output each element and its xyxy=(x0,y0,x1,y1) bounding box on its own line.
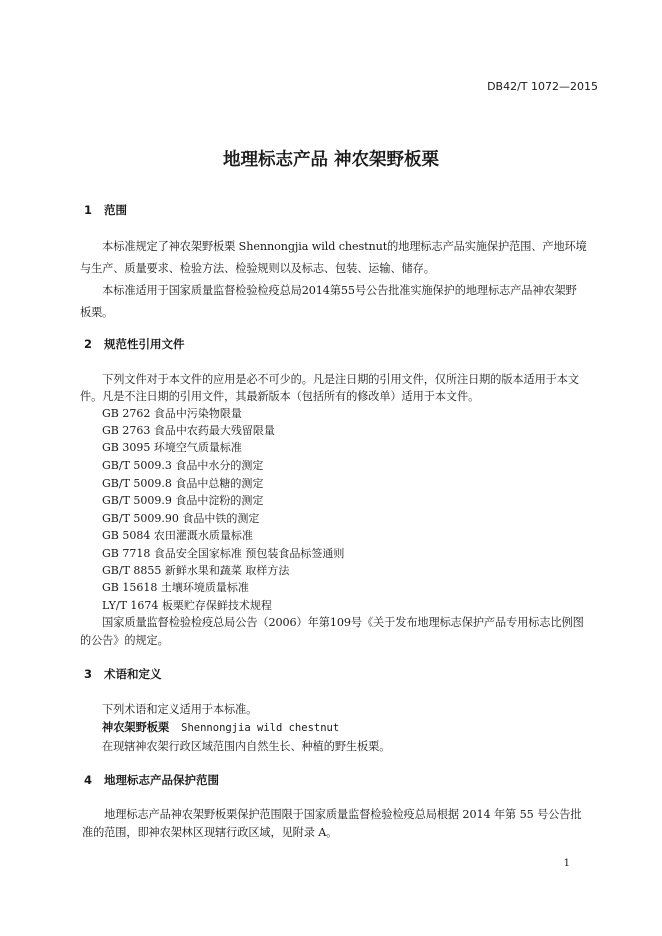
paragraph-line: 的公告》的规定。 xyxy=(80,634,169,647)
paragraph-line: 地理标志产品神农架野板栗保护范围限于国家质量监督检验检疫总局根据 2014 年第 55 号公告批 xyxy=(82,808,582,821)
term-entry xyxy=(102,719,339,735)
section-heading-1: 1 范围 xyxy=(84,203,127,217)
reference-item: GB 2763 食品中农药最大残留限量 xyxy=(102,424,275,437)
reference-item: GB/T 5009.9 食品中淀粉的测定 xyxy=(102,494,264,507)
reference-item: GB/T 8855 新鲜水果和蔬菜 取样方法 xyxy=(102,564,290,577)
paragraph-line: 板栗。 xyxy=(80,306,114,319)
document-code: DB42/T 1072—2015 xyxy=(487,80,598,93)
term-definition: 在现辖神农架行政区域范围内自然生长、种植的野生板栗。 xyxy=(102,740,391,753)
reference-item: GB 5084 农田灌溉水质量标准 xyxy=(102,529,253,542)
section-heading-3: 3 术语和定义 xyxy=(84,667,162,681)
reference-item: GB/T 5009.8 食品中总糖的测定 xyxy=(102,477,264,490)
reference-item: LY/T 1674 板栗贮存保鲜技术规程 xyxy=(102,599,272,612)
term-en: Shennongjia wild chestnut xyxy=(181,722,340,734)
paragraph-line: 下列术语和定义适用于本标准。 xyxy=(102,703,258,716)
term-cn: 神农架野板栗 xyxy=(102,721,170,734)
reference-item: GB 7718 食品安全国家标准 预包装食品标签通则 xyxy=(102,547,345,560)
reference-item: GB 15618 土壤环境质量标准 xyxy=(102,581,249,594)
section-heading-2: 2 规范性引用文件 xyxy=(84,337,185,351)
page-number: 1 xyxy=(563,858,570,869)
reference-item: GB 2762 食品中污染物限量 xyxy=(102,407,242,420)
paragraph-line: 本标准规定了神农架野板栗 Shennongjia wild chestnut的地理标志产品实施保护范围、产地环境 xyxy=(80,240,587,253)
reference-item: GB/T 5009.90 食品中铁的测定 xyxy=(102,512,260,525)
paragraph-line: 下列文件对于本文件的应用是必不可少的。凡是注日期的引用文件，仅所注日期的版本适用于本文 xyxy=(80,373,579,386)
reference-item: GB/T 5009.3 食品中水分的测定 xyxy=(102,459,264,472)
paragraph-line: 国家质量监督检验检疫总局公告（2006）年第109号《关于发布地理标志保护产品专用标志比例图 xyxy=(80,616,584,629)
paragraph-line: 准的范围，即神农架林区现辖行政区域，见附录 A。 xyxy=(82,826,338,839)
document-title: 地理标志产品 神农架野板栗 xyxy=(222,150,440,170)
paragraph-line: 与生产、质量要求、检验方法、检验规则以及标志、包装、运输、储存。 xyxy=(80,262,435,275)
paragraph-line: 本标准适用于国家质量监督检验检疫总局2014第55号公告批准实施保护的地理标志产品神农架野 xyxy=(80,284,577,297)
section-heading-4: 4 地理标志产品保护范围 xyxy=(84,773,219,787)
reference-item: GB 3095 环境空气质量标准 xyxy=(102,441,242,454)
paragraph-line: 件。凡是不注日期的引用文件，其最新版本（包括所有的修改单）适用于本文件。 xyxy=(80,390,480,403)
